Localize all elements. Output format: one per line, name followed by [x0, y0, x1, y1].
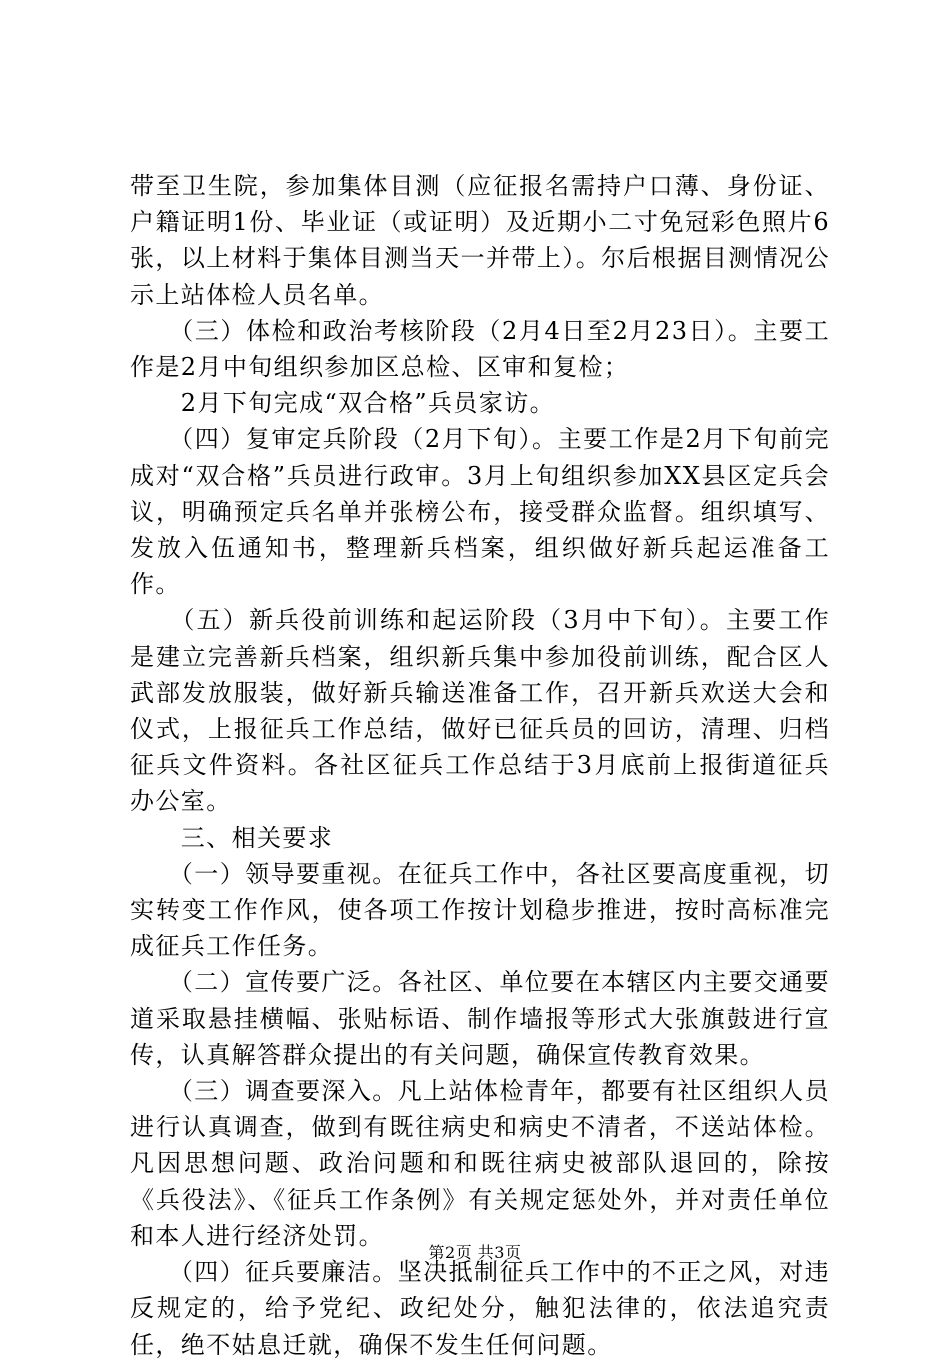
section-heading-requirements: 三、相关要求: [130, 823, 334, 852]
paragraph-continuation: 带至卫生院，参加集体目测（应征报名需持户口薄、身份证、户籍证明1份、毕业证（或证明）及近期小二寸免冠彩色照片6张，以上材料于集体目测当天一并带上）。尔后根据目测情况公示上站体检人员名单。: [130, 172, 830, 309]
paragraph-home-visit: 2月下旬完成“双合格”兵员家访。: [130, 389, 556, 418]
paragraph-requirement-one: （一）领导要重视。在征兵工作中，各社区要高度重视，切实转变工作作风，使各项工作按计划稳步推进，按时高标准完成征兵工作任务。: [130, 859, 830, 961]
paragraph-requirement-four: （四）征兵要廉洁。坚决抵制征兵工作中的不正之风，对违反规定的，给予党纪、政纪处分，触犯法律的，依法追究责任，绝不姑息迁就，确保不发生任何问题。: [130, 1258, 830, 1359]
document-body: [130, 168, 830, 1363]
page-number-footer: 第2页 共3页: [428, 1243, 522, 1262]
paragraph-stage-four: （四）复审定兵阶段（2月下旬）。主要工作是2月下旬前完成对“双合格”兵员进行政审。3月上旬组织参加XX县区定兵会议，明确预定兵名单并张榜公布，接受群众监督。组织填写、发放入伍通知书，整理新兵档案，组织做好新兵起运准备工作。: [130, 425, 830, 599]
paragraph-stage-five: （五）新兵役前训练和起运阶段（3月中下旬）。主要工作是建立完善新兵档案，组织新兵集中参加役前训练，配合区人武部发放服装，做好新兵输送准备工作，召开新兵欢送大会和仪式，上报征兵工作总结，做好已征兵员的回访，清理、归档征兵文件资料。各社区征兵工作总结于3月底前上报街道征兵办公室。: [130, 606, 830, 816]
paragraph-requirement-three: （三）调查要深入。凡上站体检青年，都要有社区组织人员进行认真调查，做到有既往病史和病史不清者，不送站体检。凡因思想问题、政治问题和和既往病史被部队退回的，除按《兵役法》、《征兵工作条例》有关规定惩处外，并对责任单位和本人进行经济处罚。: [130, 1077, 830, 1250]
paragraph-stage-three: （三）体检和政治考核阶段（2月4日至2月23日）。主要工作是2月中旬组织参加区总检、区审和复检；: [130, 316, 830, 382]
paragraph-requirement-two: （二）宣传要广泛。各社区、单位要在本辖区内主要交通要道采取悬挂横幅、张贴标语、制作墙报等形式大张旗鼓进行宣传，认真解答群众提出的有关问题，确保宣传教育效果。: [130, 968, 830, 1069]
